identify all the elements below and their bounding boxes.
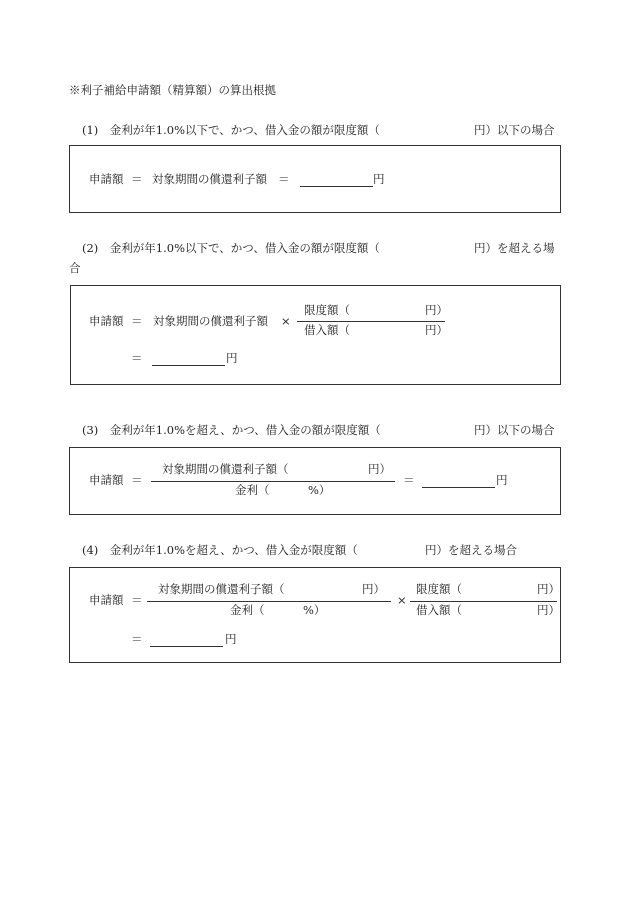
section-2-formula-box [70, 285, 561, 385]
section-1-formula-box [69, 145, 561, 213]
section-4-denominator-2: 借入額（ [416, 603, 462, 617]
section-1-lhs: 申請額 [89, 172, 124, 186]
section-2-heading-wrap: 合 [69, 261, 81, 275]
section-4-fraction-bar [147, 601, 391, 602]
section-3-equals: ＝ [131, 473, 143, 487]
section-4-numerator: 対象期間の償還利子額（ [158, 582, 285, 596]
section-4-heading-tail: 円）を超える場合 [425, 543, 517, 557]
section-3-heading: (3) 金利が年1.0%を超え、かつ、借入金の額が限度額（ [82, 423, 381, 437]
section-4-heading: (4) 金利が年1.0%を超え、かつ、借入金が限度額（ [82, 543, 358, 557]
section-2-heading: (2) 金利が年1.0%以下で、かつ、借入金の額が限度額（ [82, 241, 380, 255]
section-2-numerator: 限度額（ [304, 303, 350, 317]
section-2-fraction-bar [297, 321, 445, 322]
section-3-heading-tail: 円）以下の場合 [474, 423, 555, 437]
section-2-denominator: 借入額（ [304, 323, 350, 337]
section-1-term: 対象期間の償還利子額 [152, 172, 267, 186]
section-2-equals-2: ＝ [131, 351, 143, 365]
section-1-equals: ＝ [131, 172, 143, 186]
section-2-denominator-unit: 円） [425, 323, 448, 337]
section-4-denominator-2-unit: 円） [537, 603, 560, 617]
section-3-lhs: 申請額 [89, 473, 124, 487]
section-4-denominator: 金利（ [230, 603, 265, 617]
section-1-answer-blank [300, 186, 373, 187]
section-3-fraction-bar [151, 481, 395, 482]
section-2-times: × [281, 314, 291, 328]
section-3-numerator: 対象期間の償還利子額（ [162, 462, 289, 476]
section-2-numerator-unit: 円） [425, 303, 448, 317]
section-4-denominator-unit: %） [303, 603, 326, 617]
section-4-lhs: 申請額 [89, 593, 124, 607]
section-2-term: 対象期間の償還利子額 [153, 314, 268, 328]
section-3-denominator: 金利（ [235, 483, 270, 497]
section-4-formula-box [69, 567, 561, 663]
section-4-equals-2: ＝ [131, 632, 143, 646]
section-2-unit: 円 [226, 351, 238, 365]
section-1-equals-2: ＝ [278, 172, 290, 186]
section-2-answer-blank [152, 365, 225, 366]
section-2-heading-tail: 円）を超える場 [474, 241, 555, 255]
section-4-numerator-unit: 円） [362, 582, 385, 596]
section-3-denominator-unit: %） [308, 483, 331, 497]
section-3-unit: 円 [496, 473, 508, 487]
section-1-heading-tail: 円）以下の場合 [474, 123, 555, 137]
section-2-equals: ＝ [131, 314, 143, 328]
section-4-fraction-bar-2 [410, 601, 557, 602]
section-1-heading: (1) 金利が年1.0%以下で、かつ、借入金の額が限度額（ [82, 123, 380, 137]
section-3-numerator-unit: 円） [368, 462, 391, 476]
section-4-numerator-2-unit: 円） [537, 582, 560, 596]
section-3-formula-box [69, 447, 561, 515]
section-3-equals-2: ＝ [403, 473, 415, 487]
section-4-answer-blank [150, 646, 223, 647]
section-4-numerator-2: 限度額（ [416, 582, 462, 596]
document-title: ※利子補給申請額（精算額）の算出根拠 [69, 83, 276, 97]
section-2-lhs: 申請額 [89, 314, 124, 328]
section-4-times: × [397, 593, 407, 607]
section-4-unit: 円 [225, 632, 237, 646]
section-4-equals: ＝ [131, 593, 143, 607]
section-3-answer-blank [422, 487, 495, 488]
section-1-unit: 円 [373, 172, 385, 186]
